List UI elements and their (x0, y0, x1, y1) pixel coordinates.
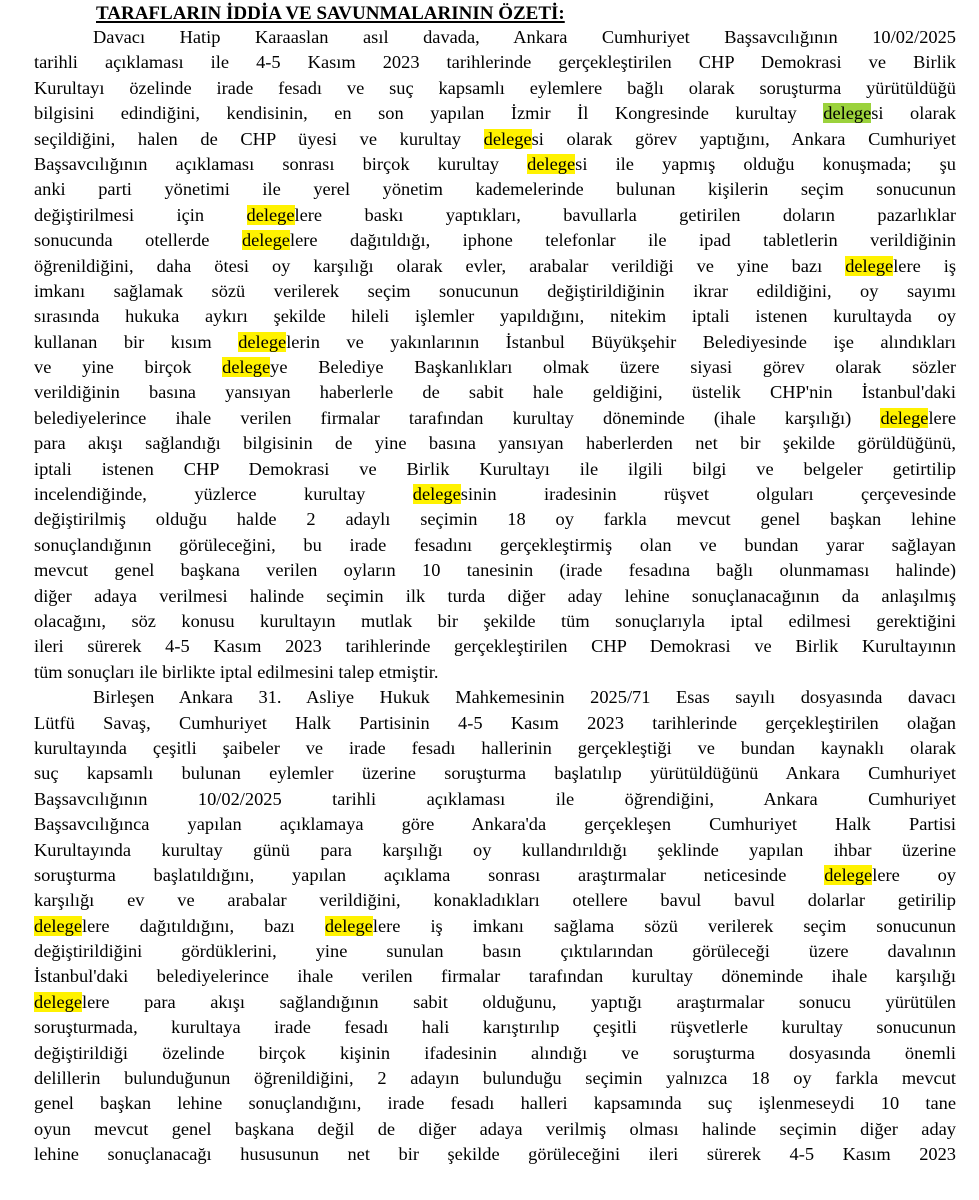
search-highlight: delege (824, 864, 873, 885)
text-run: öğrenildiğini, daha ötesi oy karşılığı olarak evler, arabalar verildiği ve yine bazı (34, 255, 846, 276)
section-heading: TARAFLARIN İDDİA VE SAVUNMALARININ ÖZETİ: (96, 3, 565, 24)
document-body (34, 25, 956, 1168)
text-line (34, 380, 956, 405)
text-run: tüm sonuçları ile birlikte iptal edilmesini talep etmiştir. (34, 661, 439, 682)
text-run: iptali istenen CHP Demokrasi ve Birlik Kurultayı ile ilgili bilgi ve belgeler getirtilip (34, 458, 956, 479)
text-line (34, 127, 956, 152)
text-run: si olarak görev yaptığını, Ankara Cumhuriyet (531, 128, 956, 149)
text-run: suç kapsamlı bulunan eylemler üzerine soruşturma başlatılıp yürütüldüğünü Ankara Cumhuriyet (34, 763, 956, 784)
text-run: lerin ve yakınlarının İstanbul Büyükşehir Belediyesinde işe alındıkları (286, 331, 956, 352)
text-run: lere dağıtıldığı, iphone telefonlar ile ipad tabletlerin verildiğinin (289, 230, 956, 251)
text-run: sonucunda otellerde (34, 230, 242, 251)
text-line (34, 507, 956, 532)
text-run: olacağını, söz konusu kurultayın mutlak bir şekilde tüm sonuçlarıyla iptal edilmesi gerektiğini (34, 610, 956, 631)
text-run: lere iş (893, 255, 956, 276)
text-line (34, 355, 956, 380)
text-run: si olarak (871, 103, 956, 124)
text-line (34, 914, 956, 939)
text-line (34, 1066, 956, 1091)
text-line (34, 711, 956, 736)
text-line (34, 634, 956, 659)
text-run: lere oy (872, 864, 956, 885)
text-run: Başsavcılığının açıklaması sonrası birçok kurultay (34, 153, 528, 174)
text-line (34, 584, 956, 609)
text-line (34, 76, 956, 101)
text-line (34, 279, 956, 304)
text-line (34, 964, 956, 989)
text-line (34, 304, 956, 329)
text-line (34, 203, 956, 228)
paragraph (34, 25, 956, 685)
text-run: Davacı Hatip Karaaslan asıl davada, Ankara Cumhuriyet Başsavcılığının 10/02/2025 (93, 27, 956, 47)
text-run: genel başkan lehine sonuçlandığını, irade fesadı halleri kapsamında suç işlenmeseydi 10 tane (34, 1093, 956, 1114)
text-run: Başsavcılığının 10/02/2025 tarihli açıklaması ile öğrendiğini, Ankara Cumhuriyet (34, 788, 956, 809)
text-run: lere iş imkanı sağlama sözü verilerek seçim sonucunun (372, 915, 956, 936)
text-run: delillerin bulunduğunun öğrenildiğini, 2 adayın bulunduğu seçimin yalnızca 18 oy farkla mevcut (34, 1068, 956, 1089)
text-line (34, 990, 956, 1015)
text-run: kullanan bir kısım (34, 331, 239, 352)
text-line (34, 863, 956, 888)
text-run: ve yine birçok (34, 357, 223, 378)
text-run: seçildiğini, halen de CHP üyesi ve kurultay (34, 128, 484, 149)
text-line (34, 50, 956, 75)
search-highlight: delege (241, 230, 290, 251)
text-line (34, 1015, 956, 1040)
search-highlight: delege (34, 915, 82, 936)
text-run: anki parti yönetimi ile yerel yönetim kademelerinde bulunan kişilerin seçim sonucunun (34, 179, 956, 200)
text-run: verildiğinin basına yansıyan haberlerle de sabit hale geldiğini, üstelik CHP'nin İstanbul'daki (34, 382, 956, 403)
search-highlight: delege (246, 204, 295, 225)
text-line (34, 330, 956, 355)
text-line (34, 761, 956, 786)
text-run: mevcut genel başkana verilen oyların 10 tanesinin (irade fesadına bağlı olunmaması halinde) (34, 560, 956, 581)
text-line (34, 152, 956, 177)
text-line (34, 457, 956, 482)
text-line (34, 609, 956, 634)
text-run: kurultayında çeşitli şaibeler ve irade fesadı hallerinin gerçekleştiği ve bundan kaynaklı olarak (34, 737, 956, 758)
text-line (34, 787, 956, 812)
text-run: soruşturmada, kurultaya irade fesadı hali karıştırılıp çeşitli rüşvetlerle kurultay sonucunun (34, 1017, 956, 1038)
text-line (34, 888, 956, 913)
text-run: sırasında hukuka aykırı şekilde hileli işlemler yapıldığını, nitekim iptali istenen kurultayda oy (34, 306, 956, 327)
text-line (34, 228, 956, 253)
search-highlight: delege (880, 407, 929, 428)
search-highlight: delege (483, 128, 532, 149)
text-run: tarihli açıklaması ile 4-5 Kasım 2023 tarihlerinde gerçekleştirilen CHP Demokrasi ve Birlik (34, 52, 956, 73)
text-line (34, 558, 956, 583)
text-run: sinin iradesinin rüşvet olguları çerçevesinde (460, 484, 957, 505)
text-run: değiştirildiği özelinde birçok kişinin ifadesinin alındığı ve soruşturma dosyasında önemli (34, 1042, 956, 1063)
text-line (34, 736, 956, 761)
text-run: Kurultayı özelinde irade fesadı ve suç kapsamlı eylemlere bağlı olarak soruşturma yürütüldüğü (34, 77, 956, 98)
text-run: diğer adaya verilmesi halinde seçimin ilk turda diğer aday lehine sonuçlanacağının da anlaşılmış (34, 585, 956, 606)
search-highlight: delege (222, 357, 271, 378)
text-run: İstanbul'daki belediyelerince ihale verilen firmalar tarafından kurultay döneminde ihale karşılığı (34, 966, 956, 987)
text-run: karşılığı ev ve arabalar verildiğini, konakladıkları otellere bavul bavul dolarlar getirilip (34, 890, 956, 911)
text-run: lere (928, 407, 956, 428)
text-run: değiştirilmiş olduğu halde 2 adaylı seçimin 18 oy farkla mevcut genel başkan lehine (34, 509, 956, 530)
text-run: değiştirilmesi için (34, 204, 247, 225)
text-run: lere dağıtıldığını, bazı (82, 915, 325, 936)
text-run: belediyelerince ihale verilen firmalar tarafından kurultay döneminde (ihale karşılığı) (34, 407, 881, 428)
search-highlight: delege (412, 484, 461, 505)
text-run: oyun mevcut genel başkana değil de diğer adaya verilmiş olması halinde seçimin diğer aday (34, 1118, 956, 1139)
text-line (34, 1091, 956, 1116)
paragraph (34, 685, 956, 1167)
search-highlight: delege (238, 331, 287, 352)
text-line (34, 1142, 956, 1167)
text-run: Lütfü Savaş, Cumhuriyet Halk Partisinin 4-5 Kasım 2023 tarihlerinde gerçekleştirilen olağan (34, 712, 956, 733)
search-highlight: delege (845, 255, 894, 276)
text-run: para akışı sağlandığı bilgisinin de yine basına yansıyan haberlerden net bir şekilde görüldüğünü, (34, 433, 956, 454)
text-run: lere para akışı sağlandığının sabit olduğunu, yaptığı araştırmalar sonucu yürütülen (82, 991, 956, 1012)
text-line (34, 533, 956, 558)
text-line (34, 406, 956, 431)
text-line (34, 101, 956, 126)
text-run: Birleşen Ankara 31. Asliye Hukuk Mahkemesinin 2025/71 Esas sayılı dosyasında davacı (93, 687, 956, 708)
text-line (34, 431, 956, 456)
text-line (34, 685, 956, 710)
text-run: soruşturma başlatıldığını, yapılan açıklama sonrası araştırmalar neticesinde (34, 864, 825, 885)
text-run: incelendiğinde, yüzlerce kurultay (34, 484, 413, 505)
text-line (34, 838, 956, 863)
text-line (34, 482, 956, 507)
search-highlight: delege (324, 915, 373, 936)
text-line (34, 25, 956, 50)
text-run: değiştirildiğini gördüklerini, yine sunulan basın çıktılarından görüleceği üzere davalının (34, 941, 956, 962)
text-run: ye Belediye Başkanlıkları olmak üzere siyasi görev olarak sözler (270, 357, 957, 378)
text-run: bilgisini edindiğini, kendisinin, en son yapılan İzmir İl Kongresinde kurultay (34, 103, 824, 124)
search-highlight: delege (527, 153, 576, 174)
text-run: sonuçlandığının görüleceğini, bu irade fesadını gerçekleştirmiş olan ve bundan yarar sağlayan (34, 534, 956, 555)
search-highlight-current: delege (823, 103, 872, 124)
text-run: Başsavcılığınca yapılan açıklamaya göre Ankara'da gerçekleşen Cumhuriyet Halk Partisi (34, 814, 956, 835)
text-line (34, 939, 956, 964)
search-highlight: delege (34, 991, 82, 1012)
document-page (34, 0, 956, 1168)
text-run: imkanı sağlamak sözü verilerek seçim sonucunun değiştirildiğinin ikrar edildiğini, oy sayımı (34, 280, 956, 301)
text-line (34, 660, 956, 685)
text-line (34, 1041, 956, 1066)
text-line (34, 1117, 956, 1142)
text-run: Kurultayında kurultay günü para karşılığı oy kullandırıldığı şeklinde yapılan ihbar üzerine (34, 839, 956, 860)
text-run: ileri sürerek 4-5 Kasım 2023 tarihlerinde gerçekleştirilen CHP Demokrasi ve Birlik Kurultayının (34, 636, 956, 657)
text-line (34, 177, 956, 202)
text-run: lere baskı yaptıkları, bavullarla getirilen doların pazarlıklar (294, 204, 956, 225)
text-run: si ile yapmış olduğu konuşmada; şu (575, 153, 956, 174)
text-run: lehine sonuçlanacağı hususunun net bir şekilde görüleceğini ileri sürerek 4-5 Kasım 2023 (34, 1144, 956, 1165)
text-line (34, 812, 956, 837)
text-line (34, 254, 956, 279)
